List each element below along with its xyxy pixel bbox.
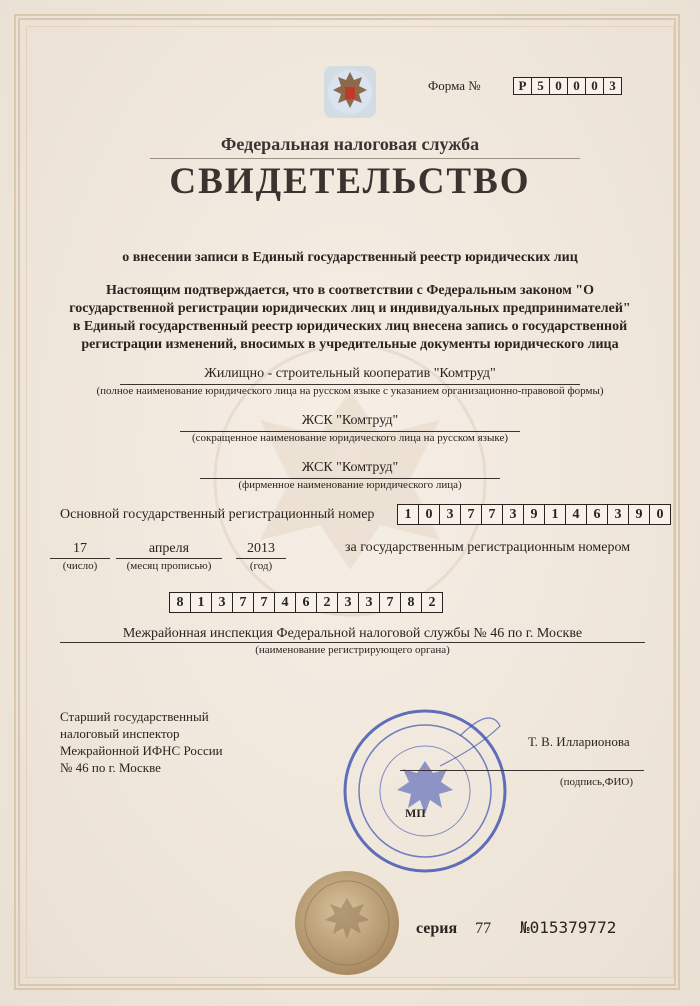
ogrn-digit-cell: 3 xyxy=(607,504,629,525)
stamp-mark: МП xyxy=(405,806,426,820)
form-label: Форма № xyxy=(428,78,481,93)
form-cell: 0 xyxy=(585,77,604,95)
date-day-line xyxy=(50,558,110,559)
full-name-value: Жилищно - строительный кооператив "Комтруд" xyxy=(204,366,496,381)
signer-line: Старший государственный xyxy=(60,709,209,724)
ogrn-digit-cell: 9 xyxy=(628,504,650,525)
grn-digit-cell: 4 xyxy=(274,592,296,613)
grn-digit-cell: 1 xyxy=(190,592,212,613)
authority-hint: (наименование регистрирующего органа) xyxy=(255,644,450,656)
date-year-hint: (год) xyxy=(249,560,273,572)
date-year-line xyxy=(236,558,286,559)
date-day-hint: (число) xyxy=(62,560,98,572)
date-month-line xyxy=(116,558,222,559)
grn-digit-cell: 7 xyxy=(253,592,275,613)
short-name-value: ЖСК "Комтруд" xyxy=(301,413,399,428)
brand-name-hint: (фирменное наименование юридического лица) xyxy=(238,479,462,491)
ogrn-digit-cell: 7 xyxy=(460,504,482,525)
series-value: 77 xyxy=(475,920,492,937)
registration-number-text: за государственным регистрационным номером xyxy=(345,540,631,555)
ogrn-cells xyxy=(398,504,671,525)
serial-number: №015379772 xyxy=(520,918,617,937)
grn-digit-cell: 7 xyxy=(379,592,401,613)
form-cell: 0 xyxy=(567,77,586,95)
signer-position xyxy=(60,708,223,776)
statement-line: Настоящим подтверждается, что в соответствии с Федеральным законом "О xyxy=(106,283,594,298)
ogrn-digit-cell: 1 xyxy=(397,504,419,525)
grn-digit-cell: 3 xyxy=(211,592,233,613)
date-month-hint: (месяц прописью) xyxy=(126,560,212,572)
signer-line: налоговый инспектор xyxy=(60,726,180,741)
official-stamp-icon xyxy=(340,706,510,876)
full-name-hint: (полное наименование юридического лица на русском языке с указанием организационно-правовой формы) xyxy=(96,385,604,397)
form-cell: 3 xyxy=(603,77,622,95)
hologram-seal-icon xyxy=(292,868,402,978)
brand-name-value: ЖСК "Комтруд" xyxy=(301,460,399,475)
authority-value: Межрайонная инспекция Федеральной налоговой службы № 46 по г. Москве xyxy=(122,626,583,641)
grn-digit-cell: 3 xyxy=(358,592,380,613)
ogrn-digit-cell: 3 xyxy=(502,504,524,525)
ogrn-digit-cell: 3 xyxy=(439,504,461,525)
date-month: апреля xyxy=(148,541,190,556)
divider xyxy=(150,158,580,159)
grn-digit-cell: 8 xyxy=(169,592,191,613)
ogrn-digit-cell: 6 xyxy=(586,504,608,525)
form-cell: Р xyxy=(513,77,532,95)
form-cell: 0 xyxy=(549,77,568,95)
statement-line: регистрации изменений, вносимых в учредительные документы юридического лица xyxy=(81,337,619,352)
date-day: 17 xyxy=(73,541,87,556)
signer-line: Межрайонной ИФНС России xyxy=(60,743,223,758)
ogrn-label: Основной государственный регистрационный номер xyxy=(60,507,375,522)
grn-digit-cell: 3 xyxy=(337,592,359,613)
form-cell: 5 xyxy=(531,77,550,95)
ogrn-digit-cell: 0 xyxy=(418,504,440,525)
ogrn-digit-cell: 7 xyxy=(481,504,503,525)
grn-digit-cell: 2 xyxy=(421,592,443,613)
ogrn-digit-cell: 0 xyxy=(649,504,671,525)
grn-digit-cell: 7 xyxy=(232,592,254,613)
statement-paragraph xyxy=(40,282,660,354)
agency-name: Федеральная налоговая служба xyxy=(220,134,480,154)
series-word: серия xyxy=(416,920,458,937)
coat-of-arms-icon xyxy=(318,60,382,124)
grn-cells xyxy=(170,592,443,613)
series-label xyxy=(416,920,491,938)
signer-line: № 46 по г. Москве xyxy=(60,760,161,775)
statement-line: в Единый государственный реестр юридических лиц внесена запись о государственной xyxy=(72,319,628,334)
form-number-cells xyxy=(514,77,622,95)
date-year: 2013 xyxy=(247,541,275,556)
ogrn-digit-cell: 1 xyxy=(544,504,566,525)
ogrn-digit-cell: 9 xyxy=(523,504,545,525)
document-subtitle: о внесении записи в Единый государственный реестр юридических лиц xyxy=(122,250,578,265)
grn-digit-cell: 2 xyxy=(316,592,338,613)
document-title: СВИДЕТЕЛЬСТВО xyxy=(169,161,531,202)
short-name-hint: (сокращенное наименование юридического лица на русском языке) xyxy=(191,432,509,444)
authority-line xyxy=(60,642,645,643)
grn-digit-cell: 8 xyxy=(400,592,422,613)
signature-hint: (подпись,ФИО) xyxy=(560,776,633,788)
signer-name: Т. В. Илларионова xyxy=(528,734,630,749)
ogrn-digit-cell: 4 xyxy=(565,504,587,525)
grn-digit-cell: 6 xyxy=(295,592,317,613)
statement-line: государственной регистрации юридических лиц и индивидуальных предпринимателей" xyxy=(69,301,631,316)
signature-line xyxy=(400,770,644,771)
